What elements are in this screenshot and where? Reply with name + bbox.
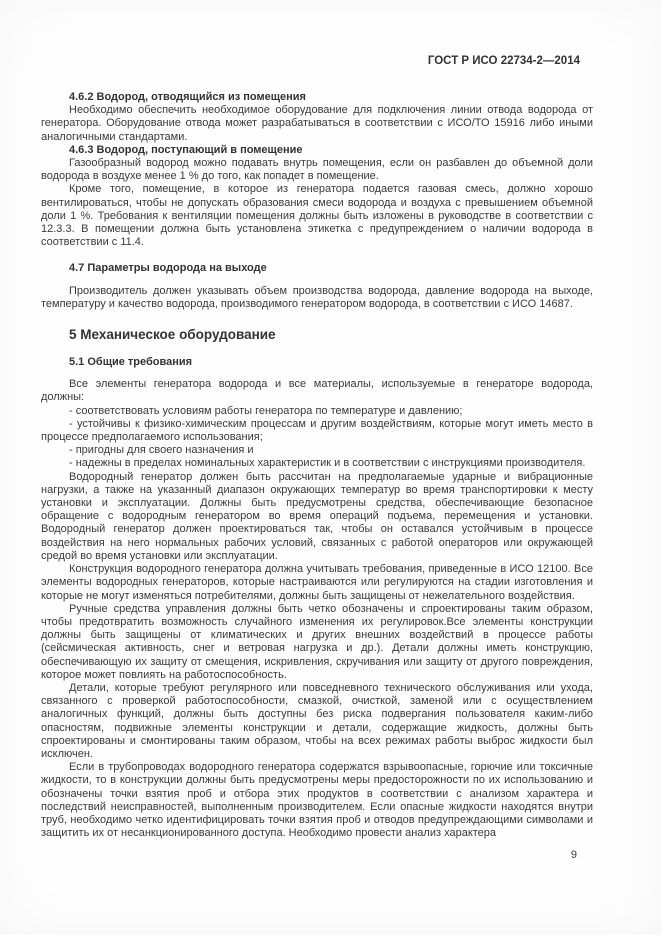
page-footer <box>41 849 593 862</box>
paragraph: Необходимо обеспечить необходимое оборудование для подключения линии отвода водорода от генератора. Оборудование отвода может разрабатываться в соответствии с ИСО/ТО 15916 либо иными аналогичными стандартами. <box>41 104 593 143</box>
page-header <box>41 54 593 68</box>
subsection-heading-4-7: 4.7 Параметры водорода на выходе <box>69 262 267 275</box>
list-item: - надежны в пределах номинальных характеристик и в соответствии с инструкциями производителя. <box>69 457 586 470</box>
list-item: - пригодны для своего назначения и <box>69 444 254 457</box>
subsection-heading-4-6-3: 4.6.3 Водород, поступающий в помещение <box>69 143 303 156</box>
document-content <box>41 54 593 862</box>
page-number: 9 <box>570 849 577 862</box>
subsection-heading-4-6-2: 4.6.2 Водород, отводящийся из помещения <box>69 91 306 103</box>
list-item: - устойчивы к физико-химическим процессам и другим воздействиям, которые могут иметь место в процессе предполагаемого использования; <box>41 417 593 444</box>
paragraph: Ручные средства управления должны быть четко обозначены и спроектированы таким образом, чтобы предотвратить возможность случайного изменения их регулировок.Все элементы конструкции должны быть защищены от климатических и других внешних воздействий в процессе работы (сейсмическая активность, снег и ветровая нагрузка и др.). Детали должны иметь конструкцию, обеспечивающую их защиту от смещения, искривления, скручивания или защиту от другого повреждения, которое может повлиять на работоспособность. <box>41 602 593 681</box>
list-item: - соответствовать условиям работы генератора по температуре и давлению; <box>69 404 463 417</box>
paragraph: Все элементы генератора водорода и все материалы, используемые в генераторе водорода, должны: <box>41 378 593 404</box>
paragraph: Детали, которые требуют регулярного или повседневного технического обслуживания или ухода, связанного с проверкой работоспособности, смазкой, очисткой, заменой или с осуществлением аналогичных функций, должны быть доступны без риска подвергания пользователя каким-либо опасностям, подвижные элементы конструкции и детали, содержащие жидкость, должны быть спроектированы и смонтированы таким образом, чтобы на всех режимах работы выброс жидкости был исключен. <box>41 681 593 760</box>
subsection-heading-5-1: 5.1 Общие требования <box>69 356 193 369</box>
section-heading-5: 5 Механическое оборудование <box>69 327 276 343</box>
paragraph: Газообразный водород можно подавать внутрь помещения, если он разбавлен до объемной доли водорода в воздухе менее 1 % до того, как попадет в помещение. <box>41 157 593 183</box>
standard-designation: ГОСТ Р ИСО 22734-2—2014 <box>427 55 580 67</box>
paragraph: Водородный генератор должен быть рассчитан на предполагаемые ударные и вибрационные нагрузки, а также на указанный диапазон окружающих температур во время транспортировки к месту установки и эксплуатации. Должны быть предусмотрены средства, обеспечивающие безопасное обращение с водородным генератором во время операций подъема, перемещения и установки. Водородный генератор должен проектироваться так, чтобы он оставался устойчивым в процессе воздействия на него нормальных рабочих условий, связанных с работой операторов или окружающей средой во время установки или эксплуатации. <box>41 470 593 562</box>
paragraph: Если в трубопроводах водородного генератора содержатся взрывоопасные, горючие или токсичные жидкости, то в конструкции должны быть предусмотрены меры предосторожности по их использованию и обозначены точки взятия проб и отбора этих продуктов в соответствии с анализом характера и последствий неисправностей, выполненным производителем. Если опасные жидкости находятся внутри труб, необходимо четко идентифицировать точки взятия проб и отводов предупреждающими символами и защитить их от несанкционированного доступа. Необходимо провести анализ характера <box>41 761 593 840</box>
paragraph: Кроме того, помещение, в которое из генератора подается газовая смесь, должно хорошо вентилироваться, чтобы не допускать образования смеси водорода и воздуха с превышением объемной доли 1 %. Требования к вентиляции помещения должны быть изложены в руководстве в соответствии с 12.3.3. В помещении должна быть установлена этикетка с предупреждением о наличии водорода в соответствии с 11.4. <box>41 183 593 249</box>
paragraph: Производитель должен указывать объем производства водорода, давление водорода на выходе, температуру и качество водорода, производимого генератором водорода, в соответствии с ИСО 14687. <box>41 284 593 310</box>
paragraph: Конструкция водородного генератора должна учитывать требования, приведенные в ИСО 12100. Все элементы водородных генераторов, которые настраиваются или регулируются на стадии изготовления и которые не могут изменяться потребителями, должны быть защищены от нежелательного воздействия. <box>41 563 593 602</box>
